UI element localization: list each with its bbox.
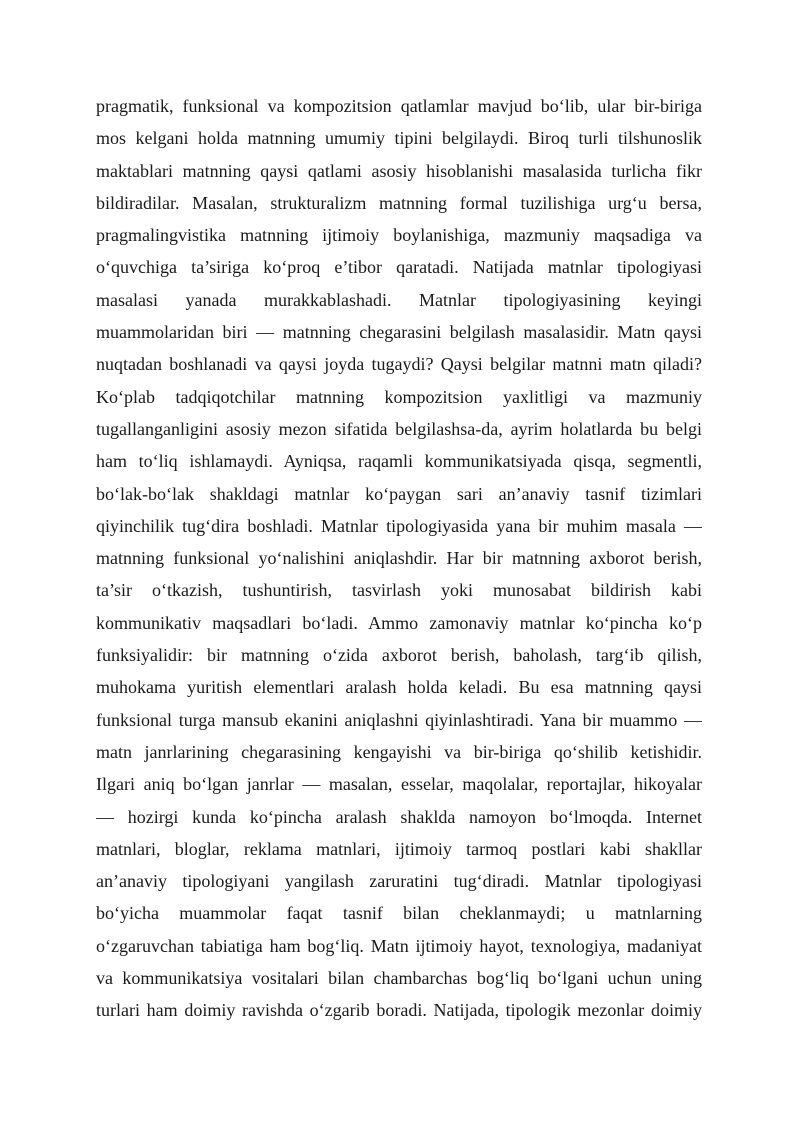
body-text-line: bildiradilar. Masalan, strukturalizm matnning formal tuzilishiga urg‘u bersa, [96, 192, 702, 213]
body-text-line: — hozirgi kunda ko‘pincha aralash shaklda namoyon bo‘lmoqda. Internet [96, 806, 702, 827]
body-text-line: Ko‘plab tadqiqotchilar matnning kompozitsion yaxlitligi va mazmuniy [96, 386, 702, 407]
body-text-line: o‘zgaruvchan tabiatiga ham bog‘liq. Matn ijtimoiy hayot, texnologiya, madaniyat [96, 935, 702, 956]
body-text-line: matn janrlarining chegarasining kengayishi va bir-biriga qo‘shilib ketishidir. [96, 741, 702, 762]
body-text-line: ham to‘liq ishlamaydi. Ayniqsa, raqamli kommunikatsiyada qisqa, segmentli, [96, 451, 702, 472]
body-text-line: bo‘lak-bo‘lak shakldagi matnlar ko‘paygan sari an’anaviy tasnif tizimlari [96, 483, 702, 504]
body-text-line: funksional turga mansub ekanini aniqlashni qiyinlashtiradi. Yana bir muammo — [96, 709, 702, 730]
body-text-line: nuqtadan boshlanadi va qaysi joyda tugaydi? Qaysi belgilar matnni matn qiladi? [96, 354, 702, 375]
body-text-line: turlari ham doimiy ravishda o‘zgarib boradi. Natijada, tipologik mezonlar doimiy [96, 1000, 702, 1021]
body-text-line: masalasi yanada murakkablashadi. Matnlar tipologiyasining keyingi [96, 289, 702, 310]
body-text-line: muammolaridan biri — matnning chegarasini belgilash masalasidir. Matn qaysi [96, 322, 702, 343]
body-text-line: pragmalingvistika matnning ijtimoiy boylanishiga, mazmuniy maqsadiga va [96, 225, 702, 246]
body-text-line: matnlari, bloglar, reklama matnlari, ijtimoiy tarmoq postlari kabi shakllar [96, 838, 702, 859]
body-text-line: pragmatik, funksional va kompozitsion qatlamlar mavjud bo‘lib, ular bir-biriga [96, 96, 702, 116]
body-text-line: maktablari matnning qaysi qatlami asosiy hisoblanishi masalasida turlicha fikr [96, 160, 702, 181]
body-text-line: kommunikativ maqsadlari bo‘ladi. Ammo zamonaviy matnlar ko‘pincha ko‘p [96, 612, 702, 633]
body-text-line: muhokama yuritish elementlari aralash holda keladi. Bu esa matnning qaysi [96, 677, 702, 698]
body-text-line: va kommunikatsiya vositalari bilan chambarchas bog‘liq bo‘lgani uchun uning [96, 968, 702, 989]
body-text-line: Ilgari aniq bo‘lgan janrlar — masalan, esselar, maqolalar, reportajlar, hikoyalar [96, 774, 702, 795]
body-text-line: ta’sir o‘tkazish, tushuntirish, tasvirlash yoki munosabat bildirish kabi [96, 580, 702, 601]
body-text-line: bo‘yicha muammolar faqat tasnif bilan cheklanmaydi; u matnlarning [96, 903, 702, 924]
body-text-line: mos kelgani holda matnning umumiy tipini belgilaydi. Biroq turli tilshunoslik [96, 128, 702, 149]
body-text-line: o‘quvchiga ta’siriga ko‘proq e’tibor qaratadi. Natijada matnlar tipologiyasi [96, 257, 702, 278]
document-page [96, 90, 702, 1027]
body-text-line: an’anaviy tipologiyani yangilash zaruratini tug‘diradi. Matnlar tipologiyasi [96, 871, 702, 892]
body-text-line: matnning funksional yo‘nalishini aniqlashdir. Har bir matnning axborot berish, [96, 548, 702, 569]
body-text-line: funksiyalidir: bir matnning o‘zida axborot berish, baholash, targ‘ib qilish, [96, 645, 702, 666]
body-text-line: tugallanganligini asosiy mezon sifatida belgilashsa-da, ayrim holatlarda bu belgi [96, 418, 702, 439]
body-text-line: qiyinchilik tug‘dira boshladi. Matnlar tipologiyasida yana bir muhim masala — [96, 515, 702, 536]
